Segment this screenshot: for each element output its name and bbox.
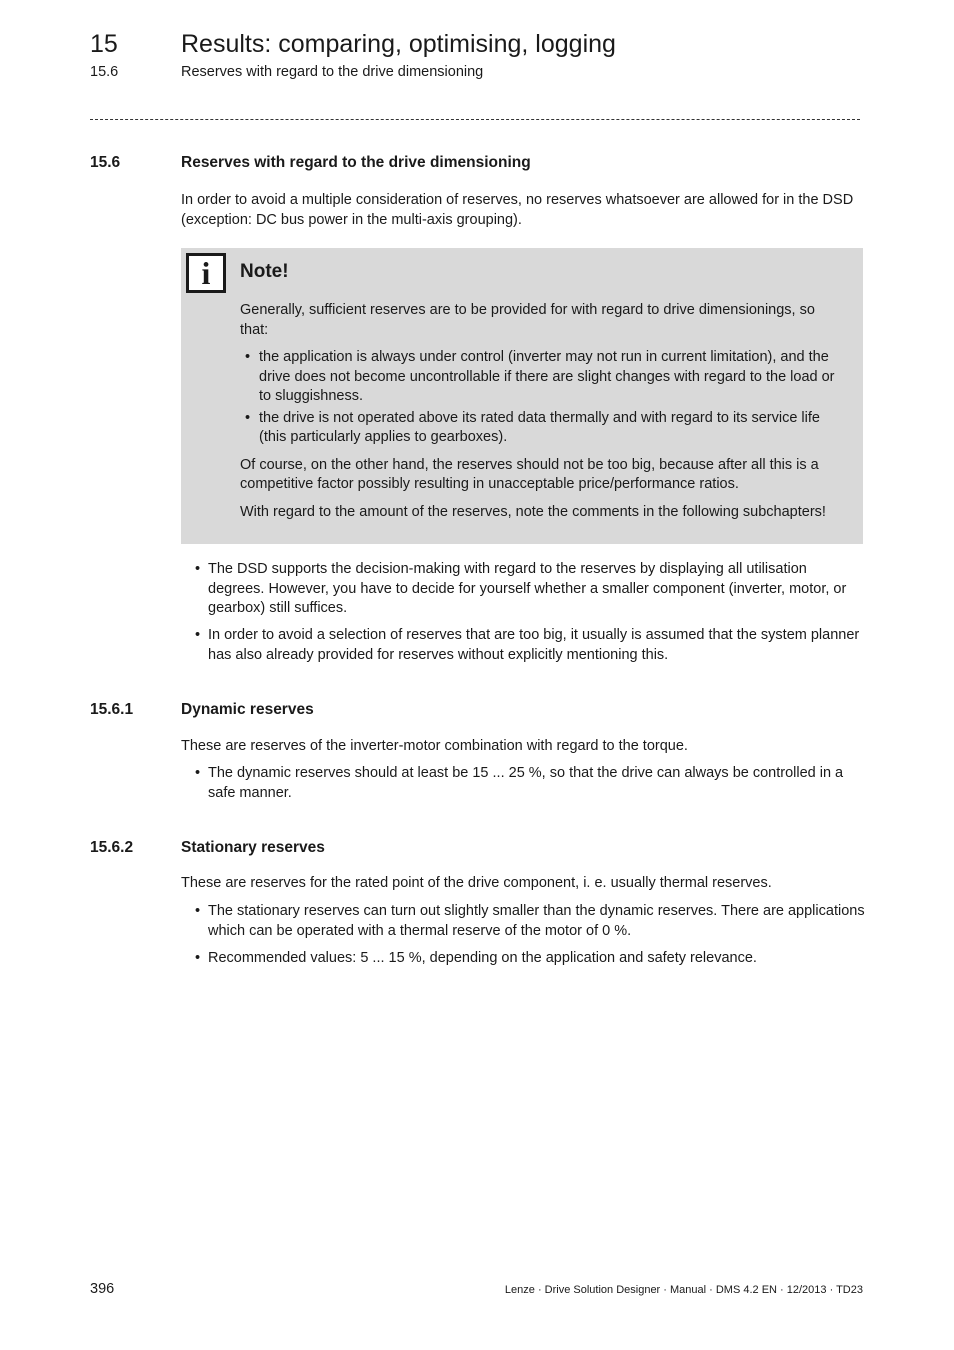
note-paragraph: Of course, on the other hand, the reserves should not be too big, because after all this is a competitive factor possibly resulting in unacceptable price/performance ratios. (240, 456, 819, 492)
bullet-dot: • (245, 349, 251, 365)
header-section-number: 15.6 (90, 64, 119, 80)
info-icon: i (186, 253, 226, 293)
note-bullet: • the application is always under control (inverter may not run in current limitation), and the drive does not become uncontrollable if there are slight changes with regard to the load or to sluggishness. (245, 349, 835, 404)
page-number: 396 (90, 1281, 115, 1297)
section-intro: In order to avoid a multiple consideration of reserves, no reserves whatsoever are allowed for in the DSD (exception: DC bus power in the multi-axis grouping). (181, 192, 854, 228)
subsection-heading: Stationary reserves (181, 839, 325, 856)
list-item: • The DSD supports the decision-making with regard to the reserves by displaying all utilisation degrees. However, you have to decide for yourself whether a smaller component (inverter, motor, or gearbox) still suffices. (195, 561, 847, 616)
bullet-dot: • (195, 561, 201, 577)
subsection-text: These are reserves for the rated point of the drive component, i. e. usually thermal reserves. (181, 875, 772, 891)
bullet-dot: • (195, 627, 201, 643)
subsection-bullet-list (181, 902, 865, 976)
subsection-number: 15.6.2 (90, 839, 134, 856)
header-divider (90, 119, 860, 120)
note-paragraph: Generally, sufficient reserves are to be provided for with regard to drive dimensionings, so that: (240, 302, 815, 338)
section-number: 15.6 (90, 154, 121, 171)
list-item: • Recommended values: 5 ... 15 %, depending on the application and safety relevance. (181, 949, 865, 969)
subsection-number: 15.6.1 (90, 701, 134, 718)
bullet-dot: • (245, 409, 251, 426)
bullet-dot: • (195, 949, 201, 966)
bullet-dot: • (195, 765, 201, 781)
list-item: • In order to avoid a selection of reserves that are too big, it usually is assumed that the system planner has also already provided for reserves without explicitly mentioning this. (195, 627, 860, 663)
subsection-heading: Dynamic reserves (181, 701, 314, 718)
subsection-text: These are reserves of the inverter-motor combination with regard to the torque. (181, 738, 688, 754)
header-section-title: Reserves with regard to the drive dimensioning (181, 64, 484, 80)
bullet-dot: • (195, 903, 201, 919)
note-bullet: • the drive is not operated above its rated data thermally and with regard to its service life (this particularly applies to gearboxes). (245, 409, 820, 445)
section-heading: Reserves with regard to the drive dimensioning (181, 154, 531, 171)
note-title: Note! (240, 261, 289, 282)
note-paragraph: With regard to the amount of the reserves, note the comments in the following subchapters! (240, 503, 826, 520)
chapter-title: Results: comparing, optimising, logging (181, 30, 616, 58)
note-body (240, 301, 846, 530)
note-bullet-list (240, 348, 846, 448)
note-box (181, 248, 863, 544)
subsection-bullet-list (181, 764, 865, 811)
list-item: • The dynamic reserves should at least be 15 ... 25 %, so that the drive can always be controlled in a safe manner. (195, 765, 844, 801)
list-item: • The stationary reserves can turn out slightly smaller than the dynamic reserves. There are applications which can be operated with a thermal reserve of the motor of 0 %. (195, 903, 865, 939)
chapter-number: 15 (90, 30, 118, 58)
section-bullet-list (181, 560, 865, 673)
footer-text: Lenze · Drive Solution Designer · Manual · DMS 4.2 EN · 12/2013 · TD23 (504, 1284, 863, 1296)
